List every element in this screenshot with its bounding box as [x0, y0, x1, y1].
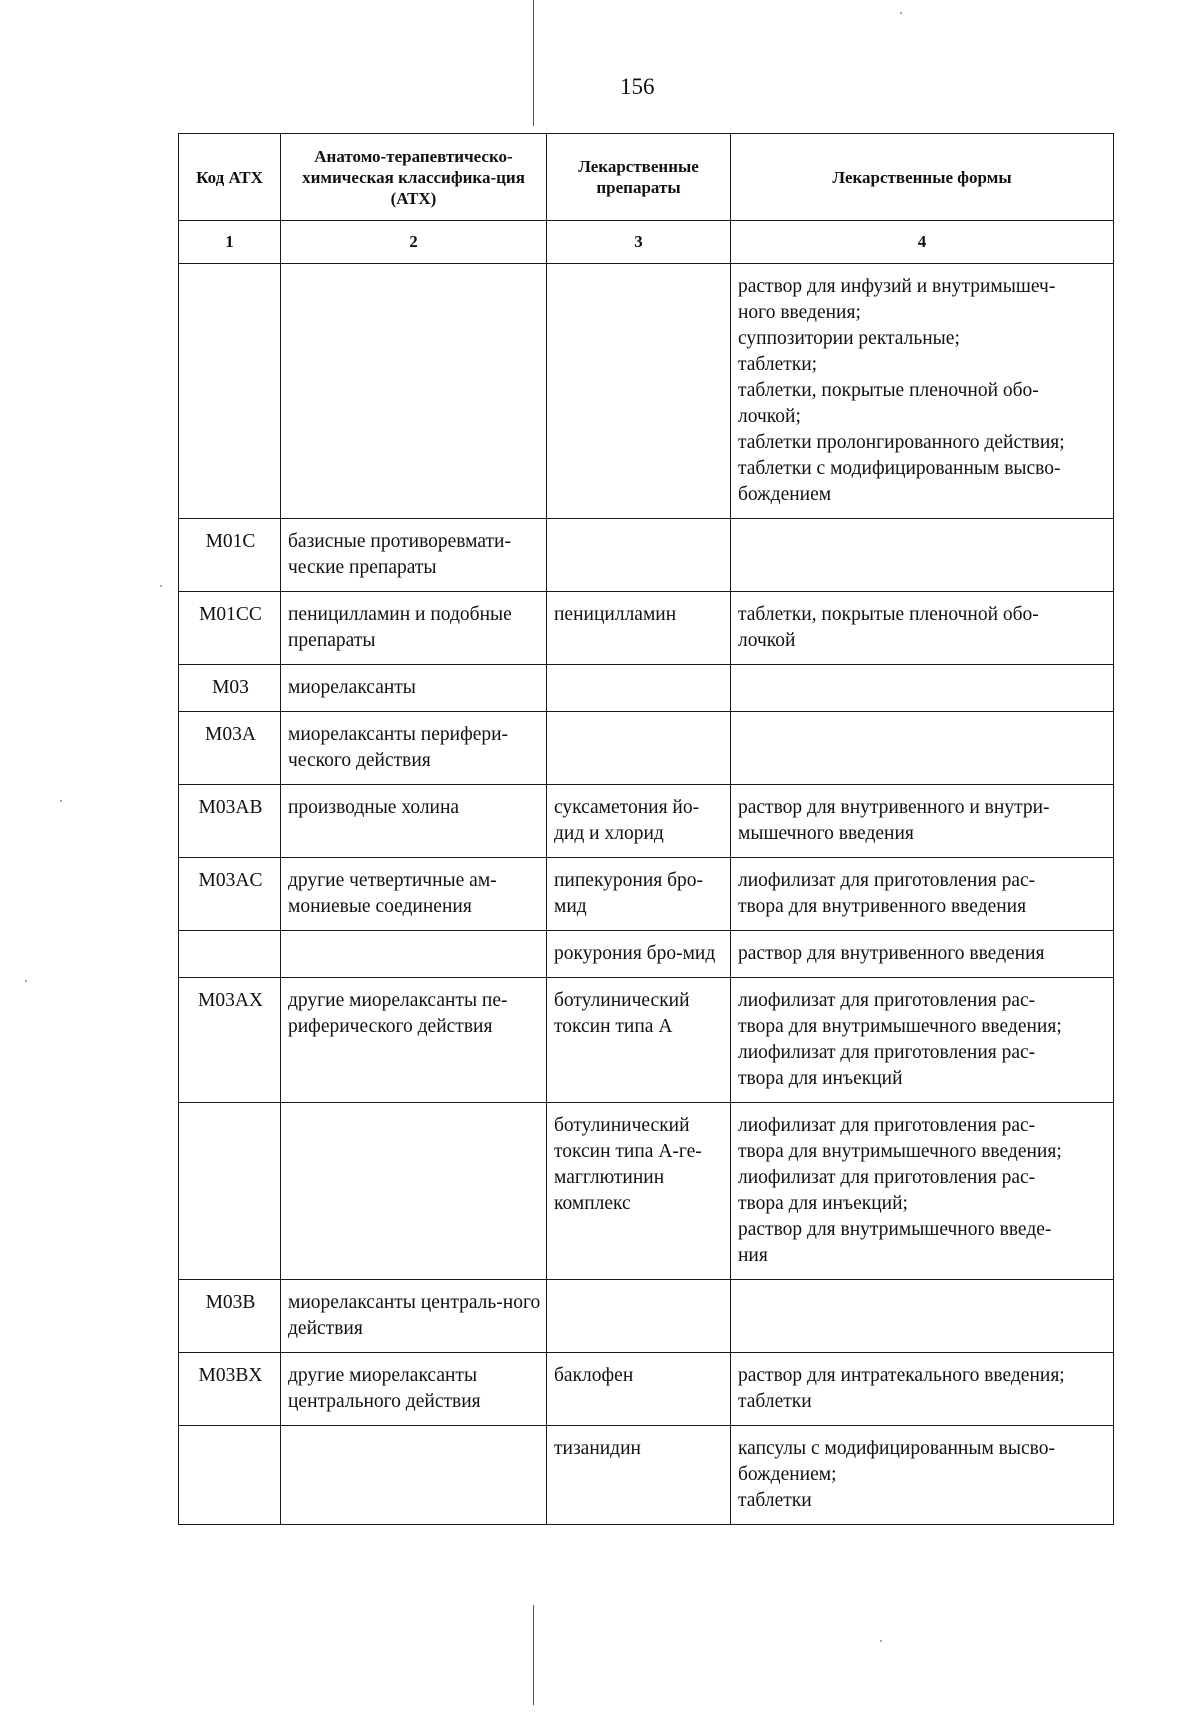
- dosage-form-line: раствор для внутривенного и внутри-: [738, 797, 1050, 818]
- classification-cell: миорелаксанты централь-ного действия: [281, 1280, 547, 1353]
- dosage-forms-cell: [731, 1103, 1114, 1280]
- scan-speck: [900, 12, 902, 14]
- dosage-form-line: ния: [738, 1245, 768, 1266]
- page-number: 156: [620, 74, 655, 99]
- dosage-form-line: лиофилизат для приготовления рас-: [738, 990, 1036, 1011]
- column-number: 1: [179, 221, 281, 264]
- dosage-form-line: лиофилизат для приготовления рас-: [738, 870, 1036, 891]
- dosage-form-line: таблетки;: [738, 354, 818, 375]
- dosage-form-line: лиофилизат для приготовления рас-: [738, 1115, 1036, 1136]
- drug-cell: [547, 1280, 731, 1353]
- header-dosage-forms: Лекарственные формы: [731, 134, 1114, 221]
- dosage-forms-cell: [731, 592, 1114, 665]
- drug-cell: [547, 264, 731, 519]
- drug-cell: пипекурония бро-мид: [547, 858, 731, 931]
- dosage-form-line: лочкой;: [738, 406, 801, 427]
- classification-cell: другие четвертичные ам-мониевые соединения: [281, 858, 547, 931]
- header-classification: Анатомо-терапевтическо-химическая классифика-ция (АТХ): [281, 134, 547, 221]
- table-row: [179, 858, 1114, 931]
- dosage-form-line: таблетки, покрытые пленочной обо-: [738, 604, 1039, 625]
- atx-code-cell: M03A: [179, 712, 281, 785]
- dosage-form-line: лиофилизат для приготовления рас-: [738, 1167, 1036, 1188]
- drug-cell: пеницилламин: [547, 592, 731, 665]
- atx-code-cell: [179, 1103, 281, 1280]
- table-row: [179, 1103, 1114, 1280]
- dosage-form-line: таблетки: [738, 1490, 812, 1511]
- dosage-form-line: раствор для внутривенного введения: [738, 943, 1045, 964]
- header-atx-code: Код АТХ: [179, 134, 281, 221]
- dosage-forms-cell: [731, 978, 1114, 1103]
- scan-speck: [880, 1640, 882, 1642]
- table-row: [179, 1426, 1114, 1525]
- dosage-form-line: мышечного введения: [738, 823, 914, 844]
- atx-code-cell: M03: [179, 665, 281, 712]
- column-number: 4: [731, 221, 1114, 264]
- dosage-form-line: раствор для интратекального введения;: [738, 1365, 1065, 1386]
- atx-code-cell: [179, 931, 281, 978]
- classification-cell: [281, 1103, 547, 1280]
- dosage-forms-cell: [731, 1280, 1114, 1353]
- dosage-form-line: твора для внутримышечного введения;: [738, 1141, 1062, 1162]
- atx-code-cell: [179, 1426, 281, 1525]
- table-row: [179, 978, 1114, 1103]
- dosage-form-line: таблетки, покрытые пленочной обо-: [738, 380, 1039, 401]
- dosage-form-line: суппозитории ректальные;: [738, 328, 960, 349]
- dosage-forms-cell: [731, 1353, 1114, 1426]
- atx-code-cell: M03AX: [179, 978, 281, 1103]
- table-row: [179, 1280, 1114, 1353]
- drug-cell: [547, 519, 731, 592]
- table-row: [179, 519, 1114, 592]
- dosage-form-line: твора для инъекций: [738, 1068, 903, 1089]
- column-number: 2: [281, 221, 547, 264]
- atx-code-cell: M03B: [179, 1280, 281, 1353]
- dosage-form-line: бождением: [738, 484, 832, 505]
- scan-speck: [160, 585, 162, 587]
- atx-code-cell: [179, 264, 281, 519]
- scan-speck: [60, 800, 62, 802]
- dosage-form-line: твора для внутривенного введения: [738, 896, 1027, 917]
- dosage-forms-cell: [731, 264, 1114, 519]
- dosage-form-line: лочкой: [738, 630, 796, 651]
- dosage-form-line: лиофилизат для приготовления рас-: [738, 1042, 1036, 1063]
- dosage-form-line: твора для инъекций;: [738, 1193, 908, 1214]
- dosage-forms-cell: [731, 665, 1114, 712]
- classification-cell: [281, 931, 547, 978]
- drug-cell: баклофен: [547, 1353, 731, 1426]
- scan-speck: [25, 980, 27, 982]
- column-number-row: [179, 221, 1114, 264]
- dosage-forms-cell: [731, 712, 1114, 785]
- table-header-row: [179, 134, 1114, 221]
- classification-cell: [281, 264, 547, 519]
- table-row: [179, 592, 1114, 665]
- table-body: [179, 264, 1114, 1525]
- table-row: [179, 665, 1114, 712]
- drug-cell: [547, 665, 731, 712]
- atx-code-cell: M01C: [179, 519, 281, 592]
- atx-code-cell: M03AC: [179, 858, 281, 931]
- table-row: [179, 785, 1114, 858]
- table-row: [179, 264, 1114, 519]
- dosage-form-line: раствор для внутримышечного введе-: [738, 1219, 1052, 1240]
- classification-cell: миорелаксанты перифери-ческого действия: [281, 712, 547, 785]
- dosage-forms-cell: [731, 785, 1114, 858]
- header-drugs: Лекарственные препараты: [547, 134, 731, 221]
- table-row: [179, 1353, 1114, 1426]
- dosage-form-line: ного введения;: [738, 302, 861, 323]
- classification-cell: пеницилламин и подобные препараты: [281, 592, 547, 665]
- atx-table: [178, 133, 1114, 1525]
- drug-cell: ботулинический токсин типа А-ге-магглютинин комплекс: [547, 1103, 731, 1280]
- dosage-form-line: твора для внутримышечного введения;: [738, 1016, 1062, 1037]
- atx-code-cell: M01CC: [179, 592, 281, 665]
- dosage-forms-cell: [731, 858, 1114, 931]
- scan-fold-line-bottom: [533, 1605, 534, 1705]
- drug-cell: рокурония бро-мид: [547, 931, 731, 978]
- dosage-form-line: бождением;: [738, 1464, 837, 1485]
- scan-fold-line-top: [533, 0, 534, 126]
- dosage-form-line: капсулы с модифицированным высво-: [738, 1438, 1055, 1459]
- classification-cell: производные холина: [281, 785, 547, 858]
- classification-cell: миорелаксанты: [281, 665, 547, 712]
- classification-cell: другие миорелаксанты пе-риферического действия: [281, 978, 547, 1103]
- drug-cell: [547, 712, 731, 785]
- dosage-form-line: раствор для инфузий и внутримышеч-: [738, 276, 1056, 297]
- drug-cell: тизанидин: [547, 1426, 731, 1525]
- column-number: 3: [547, 221, 731, 264]
- dosage-form-line: таблетки пролонгированного действия;: [738, 432, 1065, 453]
- atx-code-cell: M03AB: [179, 785, 281, 858]
- table-row: [179, 712, 1114, 785]
- drug-cell: ботулинический токсин типа А: [547, 978, 731, 1103]
- dosage-forms-cell: [731, 1426, 1114, 1525]
- table-row: [179, 931, 1114, 978]
- dosage-forms-cell: [731, 931, 1114, 978]
- classification-cell: другие миорелаксанты центрального действия: [281, 1353, 547, 1426]
- classification-cell: базисные противоревмати-ческие препараты: [281, 519, 547, 592]
- dosage-forms-cell: [731, 519, 1114, 592]
- atx-code-cell: M03BX: [179, 1353, 281, 1426]
- dosage-form-line: таблетки: [738, 1391, 812, 1412]
- drug-cell: суксаметония йо-дид и хлорид: [547, 785, 731, 858]
- classification-cell: [281, 1426, 547, 1525]
- dosage-form-line: таблетки с модифицированным высво-: [738, 458, 1061, 479]
